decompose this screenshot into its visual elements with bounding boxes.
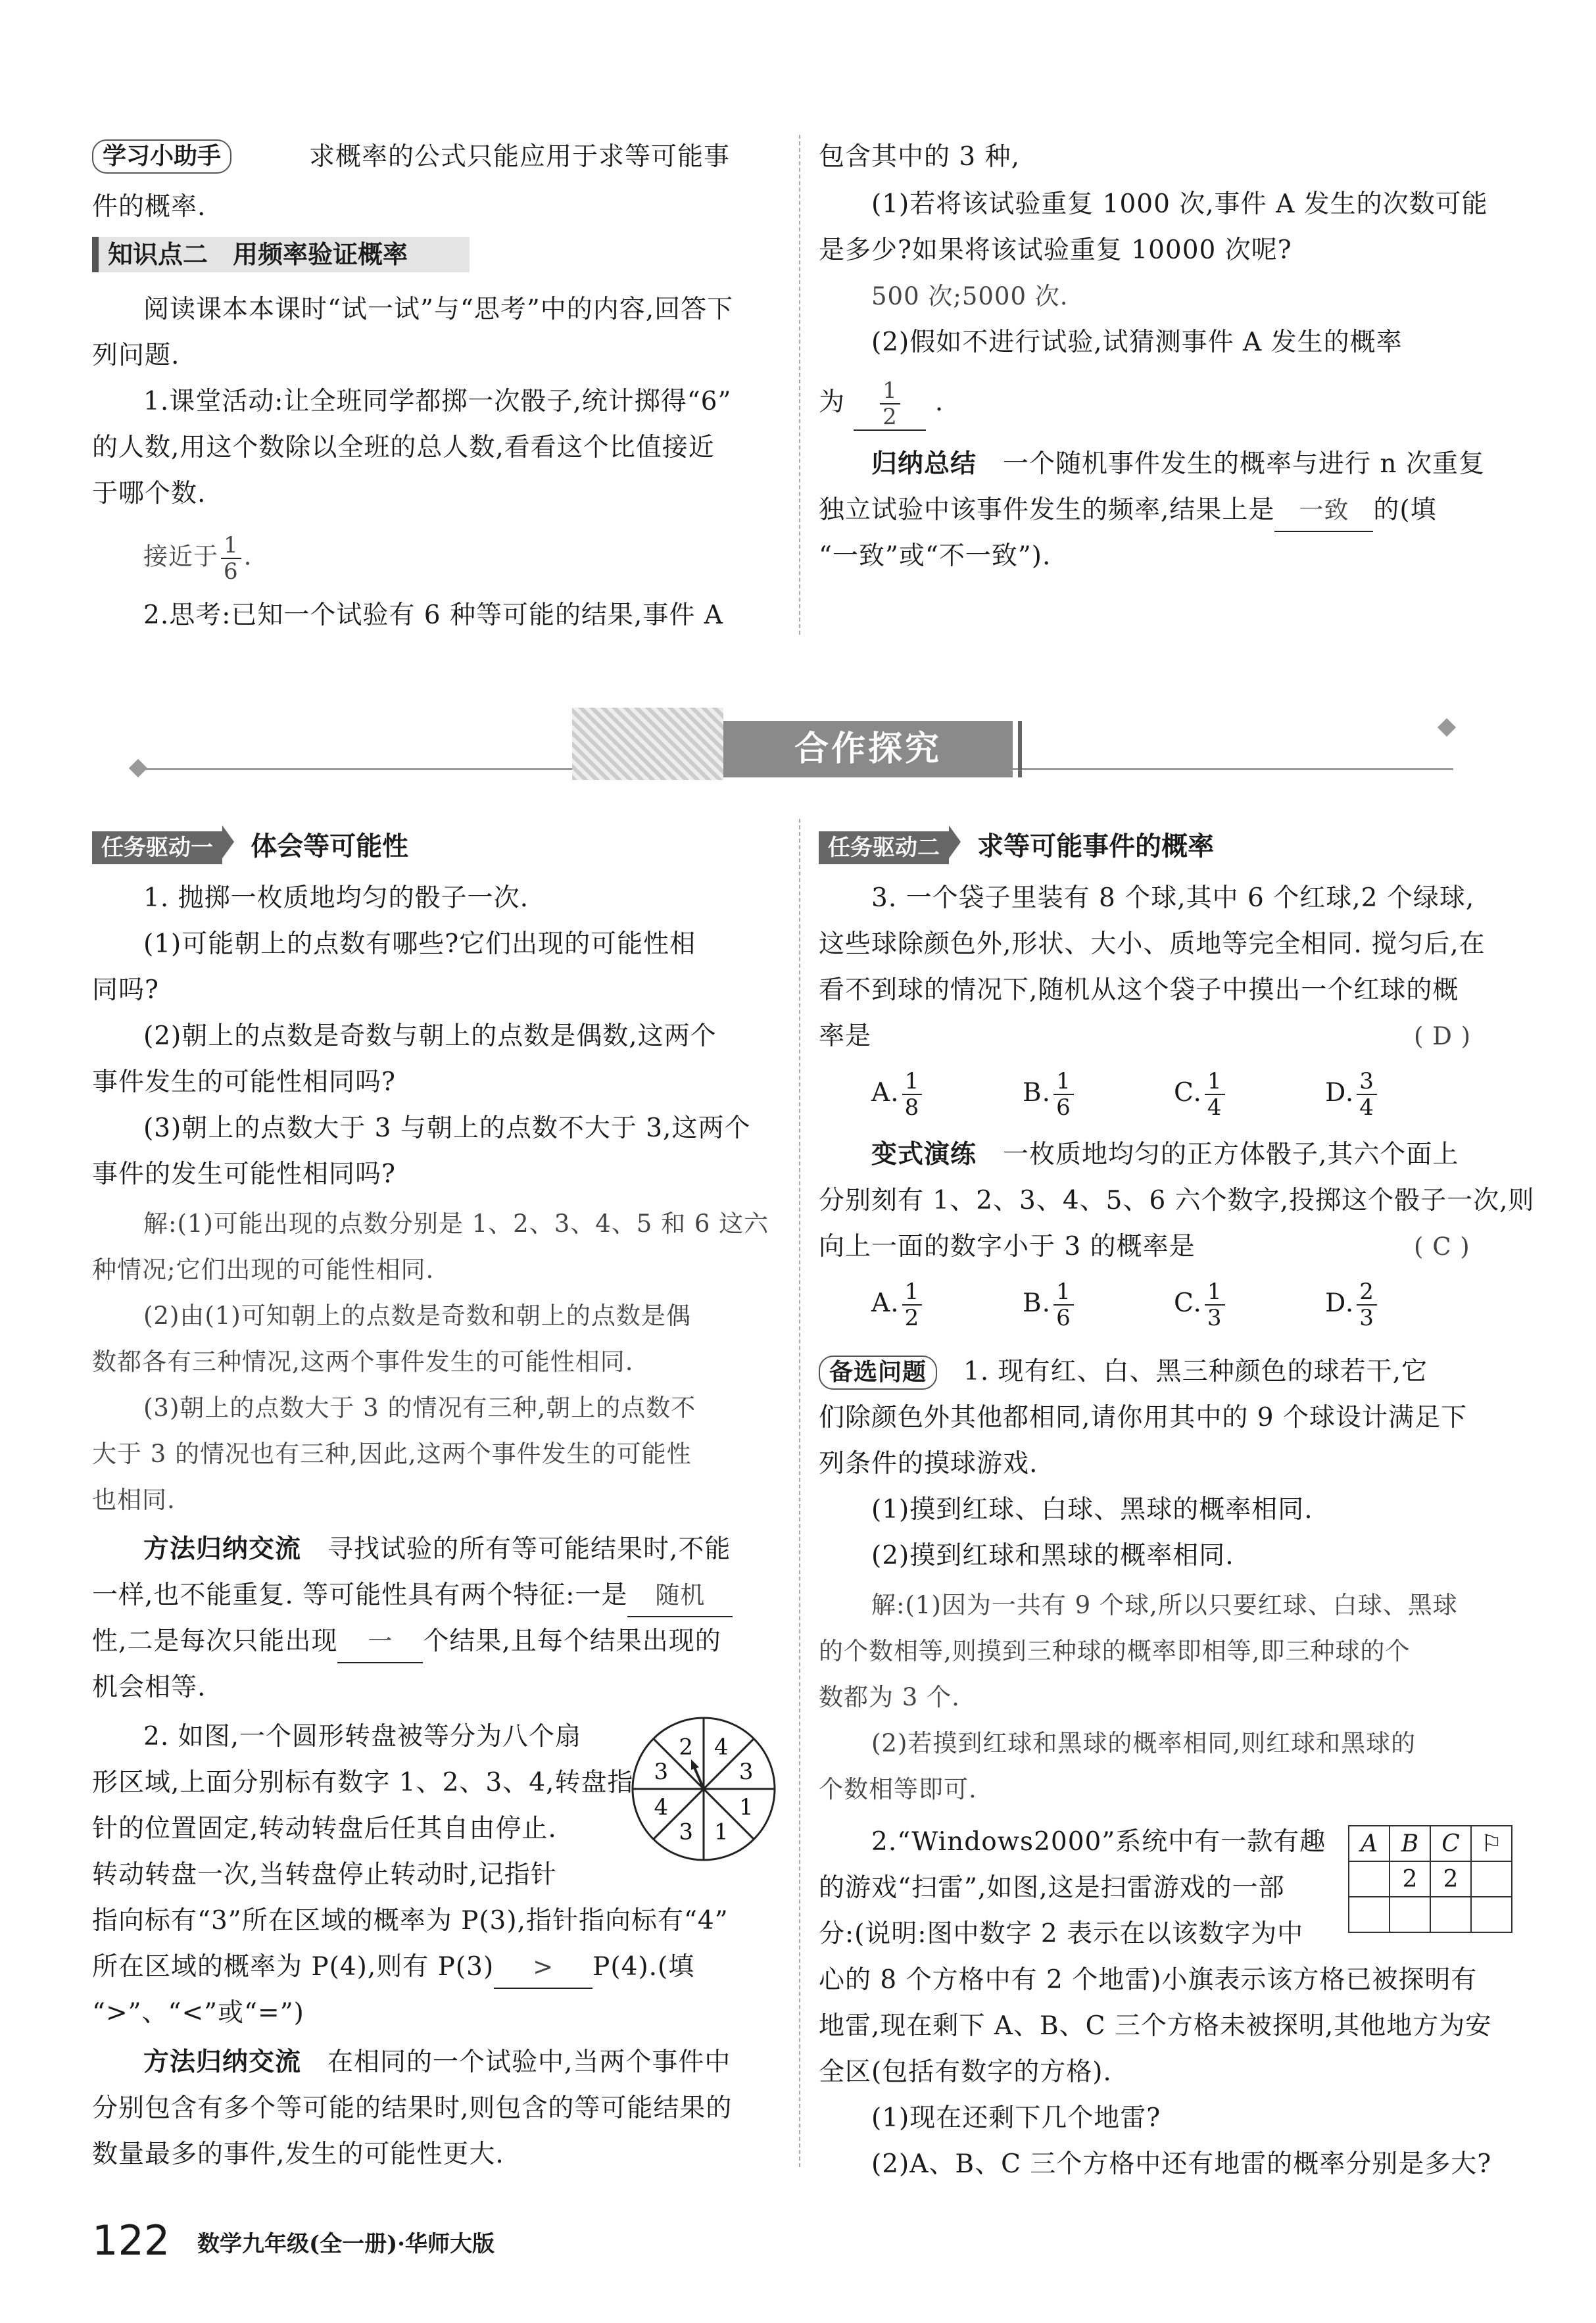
grid-row — [1349, 1826, 1512, 1861]
backup2-line-3: 分:(说明:图中数字 2 表示在以该数字为中 — [819, 1919, 1304, 1949]
method-2-line-3: 数量最多的事件,发生的可能性更大. — [92, 2140, 504, 2169]
banner-diamond-icon — [129, 759, 147, 777]
rm-q3-2: 这些球除颜色外,形状、大小、质地等完全相同. 搅匀后,在 — [819, 929, 1486, 959]
variant-options — [871, 1279, 1463, 1332]
summary-blank: 一致 — [1274, 490, 1373, 532]
rm-q3-1: 3. 一个袋子里装有 8 个球,其中 6 个红球,2 个绿球, — [871, 883, 1475, 913]
grid-cell-a: A — [1349, 1826, 1390, 1861]
backup-tag: 备选问题 — [819, 1356, 937, 1390]
spinner-sector-label: 3 — [738, 1759, 754, 1786]
grid-row — [1349, 1897, 1512, 1932]
minesweeper-grid — [1348, 1825, 1512, 1933]
lm-q1c-1: (3)朝上的点数大于 3 与朝上的点数不大于 3,这两个 — [143, 1113, 751, 1143]
option-b: B. $\frac{1}{6}$ — [1023, 1069, 1076, 1120]
lm-q2-6: 所在区域的概率为 P(4),则有 P(3) > P(4).(填 — [92, 1947, 694, 1989]
page-number: 122 — [92, 2216, 170, 2264]
lm-sol-3: (2)由(1)可知朝上的点数是奇数和朝上的点数是偶 — [143, 1302, 691, 1330]
summary-line-1: 归纳总结 一个随机事件发生的概率与进行 n 次重复 — [871, 449, 1485, 479]
method-2-line-2: 分别包含有多个等可能的结果时,则包含的等可能结果的 — [92, 2093, 733, 2123]
spinner-sector-label: 4 — [654, 1794, 669, 1821]
read-line-1: 阅读课本本课时“试一试”与“思考”中的内容,回答下 — [143, 295, 734, 324]
spinner-sector-label: 4 — [713, 1734, 729, 1761]
backup-line-3: 列条件的摸球游戏. — [819, 1449, 1038, 1479]
rt-answer-1: 500 次;5000 次. — [871, 282, 1069, 310]
study-helper-tag: 学习小助手 — [92, 139, 231, 174]
rt-line-1: 包含其中的 3 种, — [819, 142, 1021, 172]
fraction: $\frac{1}{6}$ — [221, 533, 241, 584]
knowledge-point-title: 知识点二 用频率验证概率 — [92, 237, 470, 272]
summary-line-2: 独立试验中该事件发生的频率,结果上是 一致 的(填 — [819, 490, 1437, 532]
grid-row — [1349, 1861, 1512, 1897]
backup-sol-1: 解:(1)因为一共有 9 个球,所以只要红球、白球、黑球 — [871, 1591, 1458, 1619]
q1-answer: 接近于 $\frac{1}{6}$ . — [143, 532, 253, 585]
grid-cell-number: 2 — [1390, 1861, 1430, 1897]
banner-decoration — [572, 708, 723, 780]
spinner-diagram — [628, 1713, 779, 1865]
fraction: $\frac{1}{2}$ — [880, 378, 900, 429]
spinner-sector-label: 3 — [679, 1819, 694, 1846]
backup2-line-8: (2)A、B、C 三个方格中还有地雷的概率分别是多大? — [871, 2149, 1492, 2179]
column-divider-top — [799, 135, 800, 635]
rt-line-2: (1)若将该试验重复 1000 次,事件 A 发生的次数可能 — [871, 189, 1488, 219]
grid-cell-number: 2 — [1430, 1861, 1471, 1897]
backup-sol-3: 数都为 3 个. — [819, 1683, 960, 1711]
backup-line-2: 们除颜色外其他都相同,请你用其中的 9 个球设计满足下 — [819, 1403, 1468, 1432]
option-c: C. $\frac{1}{3}$ — [1174, 1279, 1228, 1331]
lm-q1a-2: 同吗? — [92, 975, 159, 1005]
backup2-line-1: 2.“Windows2000”系统中有一款有趣 — [871, 1827, 1326, 1857]
task-header-1: 任务驱动一 体会等可能性 — [92, 825, 408, 864]
method-1-line-1: 方法归纳交流 寻找试验的所有等可能结果时,不能 — [143, 1534, 731, 1564]
lm-q1: 1. 抛掷一枚质地均匀的骰子一次. — [143, 883, 529, 913]
q1-line-2: 的人数,用这个数除以全班的总人数,看看这个比值接近 — [92, 433, 715, 462]
flag-icon: ⚐ — [1471, 1826, 1512, 1861]
option-a: A. $\frac{1}{8}$ — [871, 1069, 925, 1120]
lm-sol-2: 种情况;它们出现的可能性相同. — [92, 1256, 435, 1284]
book-title: 数学九年级(全一册)·华师大版 — [197, 2231, 495, 2257]
lm-q1b-1: (2)朝上的点数是奇数与朝上的点数是偶数,这两个 — [143, 1021, 717, 1051]
lm-sol-4: 数都各有三种情况,这两个事件发生的可能性相同. — [92, 1348, 634, 1376]
variant-line-2: 分别刻有 1、2、3、4、5、6 六个数字,投掷这个骰子一次,则 — [819, 1186, 1535, 1215]
grid-cell-c: C — [1430, 1826, 1471, 1861]
lm-q2-7: “>”、“<”或“=”) — [92, 1998, 304, 2028]
lm-q1b-2: 事件发生的可能性相同吗? — [92, 1067, 396, 1097]
option-c: C. $\frac{1}{4}$ — [1174, 1069, 1228, 1120]
lm-q1c-2: 事件的发生可能性相同吗? — [92, 1160, 396, 1189]
banner-title: 合作探究 — [723, 721, 1013, 777]
backup-sol-4: (2)若摸到红球和黑球的概率相同,则红球和黑球的 — [871, 1729, 1416, 1757]
rm-q3-options — [871, 1069, 1463, 1121]
lm-sol-7: 也相同. — [92, 1486, 176, 1514]
q1-line-1: 1.课堂活动:让全班同学都掷一次骰子,统计掷得“6” — [143, 387, 732, 416]
read-line-2: 列问题. — [92, 341, 180, 370]
backup-line-4: (1)摸到红球、白球、黑球的概率相同. — [871, 1495, 1313, 1525]
backup-line-5: (2)摸到红球和黑球的概率相同. — [871, 1541, 1234, 1571]
banner-bar — [1018, 721, 1022, 777]
helper-text-2: 件的概率. — [92, 192, 206, 222]
lm-sol-1: 解:(1)可能出现的点数分别是 1、2、3、4、5 和 6 这六 — [143, 1210, 769, 1238]
task-header-2: 任务驱动二 求等可能事件的概率 — [819, 825, 1214, 864]
spinner-pointer — [694, 1766, 704, 1789]
lm-q2-2: 形区域,上面分别标有数字 1、2、3、4,转盘指 — [92, 1768, 634, 1797]
spinner-sector-label: 3 — [654, 1759, 669, 1786]
lm-q2-1: 2. 如图,一个圆形转盘被等分为八个扇 — [143, 1722, 582, 1751]
rm-q3-3: 看不到球的情况下,随机从这个袋子中摸出一个红球的概 — [819, 975, 1459, 1005]
rt-line-5: 为 $\frac{1}{2}$ . — [819, 378, 944, 430]
lm-sol-6: 大于 3 的情况也有三种,因此,这两个事件发生的可能性 — [92, 1440, 692, 1468]
summary-line-3: “一致”或“不一致”). — [819, 541, 1052, 571]
spinner-sector-label: 1 — [713, 1819, 729, 1846]
method-1-line-3: 性,二是每次只能出现 一 个结果,且每个结果出现的 — [92, 1621, 721, 1663]
q2-line-1: 2.思考:已知一个试验有 6 种等可能的结果,事件 A — [143, 600, 723, 630]
lm-sol-5: (3)朝上的点数大于 3 的情况有三种,朝上的点数不 — [143, 1394, 696, 1422]
spinner-sector-label: 2 — [679, 1734, 694, 1761]
helper-text-1: 求概率的公式只能应用于求等可能事 — [309, 142, 731, 172]
rt-line-4: (2)假如不进行试验,试猜测事件 A 发生的概率 — [871, 328, 1403, 357]
lm-q2-3: 针的位置固定,转动转盘后任其自由停止. — [92, 1814, 557, 1844]
option-d: D. $\frac{2}{3}$ — [1325, 1279, 1380, 1331]
backup-line-1: 备选问题 1. 现有红、白、黑三种颜色的球若干,它 — [819, 1352, 1428, 1392]
method-1-line-4: 机会相等. — [92, 1673, 206, 1702]
pointer-arrow-icon — [691, 1759, 699, 1770]
rm-q3-answer: ( D ) — [1414, 1022, 1472, 1050]
lm-q2-5: 指向标有“3”所在区域的概率为 P(3),指针指向标有“4” — [92, 1906, 729, 1936]
backup-sol-5: 个数相等即可. — [819, 1775, 977, 1803]
summary-label: 归纳总结 — [871, 449, 977, 479]
option-b: B. $\frac{1}{6}$ — [1023, 1279, 1076, 1331]
variant-line-3: 向上一面的数字小于 3 的概率是 — [819, 1232, 1196, 1261]
q1-line-3: 于哪个数. — [92, 479, 206, 508]
variant-answer: ( C ) — [1414, 1233, 1470, 1261]
column-divider-main — [799, 819, 800, 2167]
backup2-line-6: 全区(包括有数字的方格). — [819, 2057, 1112, 2087]
backup-sol-2: 的个数相等,则摸到三种球的概率即相等,即三种球的个 — [819, 1637, 1411, 1665]
rt-line-3: 是多少?如果将该试验重复 10000 次呢? — [819, 235, 1292, 265]
method-1-line-2: 一样,也不能重复. 等可能性具有两个特征:一是 随机 — [92, 1575, 733, 1617]
rm-q3-4: 率是 — [819, 1021, 872, 1051]
lm-q1a-1: (1)可能朝上的点数有哪些?它们出现的可能性相 — [143, 929, 696, 959]
banner-diamond-icon — [1438, 718, 1456, 737]
option-d: D. $\frac{3}{4}$ — [1325, 1069, 1380, 1120]
backup2-line-5: 地雷,现在剩下 A、B、C 三个方格未被探明,其他地方为安 — [819, 2011, 1492, 2041]
option-a: A. $\frac{1}{2}$ — [871, 1279, 925, 1331]
backup2-line-4: 心的 8 个方格中有 2 个地雷)小旗表示该方格已被探明有 — [819, 1965, 1478, 1995]
backup2-line-2: 的游戏“扫雷”,如图,这是扫雷游戏的一部 — [819, 1873, 1285, 1903]
lm-q2-4: 转动转盘一次,当转盘停止转动时,记指针 — [92, 1860, 557, 1890]
method-2-line-1: 方法归纳交流 在相同的一个试验中,当两个事件中 — [143, 2047, 731, 2077]
grid-cell-b: B — [1390, 1826, 1430, 1861]
variant-line-1: 变式演练 一枚质地均匀的正方体骰子,其六个面上 — [871, 1140, 1459, 1169]
spinner-sector-label: 1 — [738, 1794, 754, 1821]
backup2-line-7: (1)现在还剩下几个地雷? — [871, 2103, 1161, 2133]
